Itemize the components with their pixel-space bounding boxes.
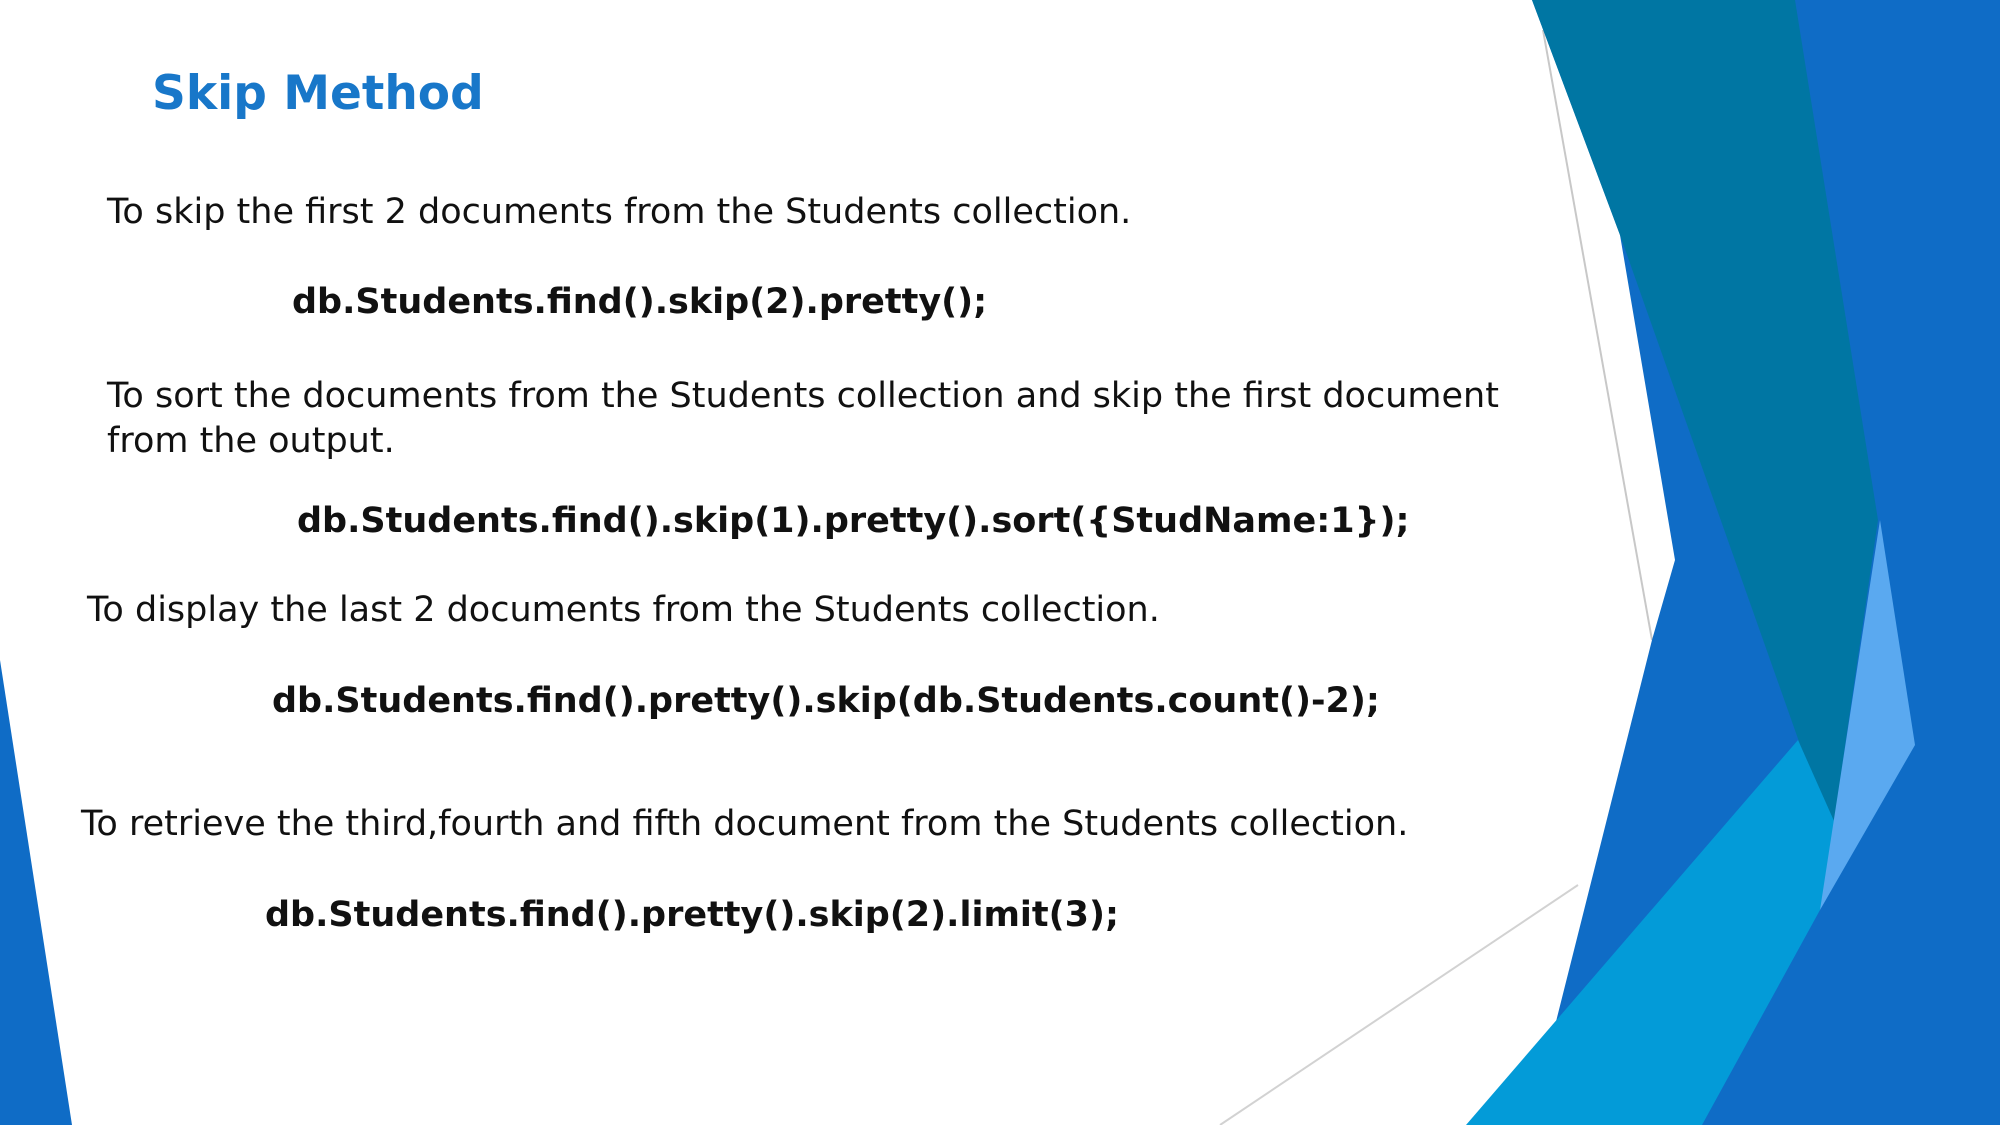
example-3-description: To display the last 2 documents from the Students collection. [87,590,1160,630]
example-2-description: To sort the documents from the Students collection and skip the first document from the output. [107,376,1499,461]
example-3-code: db.Students.find().pretty().skip(db.Students.count()-2); [272,681,1380,721]
example-1-description: To skip the first 2 documents from the Students collection. [107,192,1132,232]
left-blue-shape [0,660,72,1125]
example-4-description: To retrieve the third,fourth and fifth document from the Students collection. [81,804,1409,844]
slide-title: Skip Method [152,66,484,121]
example-2-code: db.Students.find().skip(1).pretty().sort({StudName:1}); [297,501,1410,541]
example-4-code: db.Students.find().pretty().skip(2).limit(3); [265,895,1119,935]
example-1-code: db.Students.find().skip(2).pretty(); [292,282,988,322]
